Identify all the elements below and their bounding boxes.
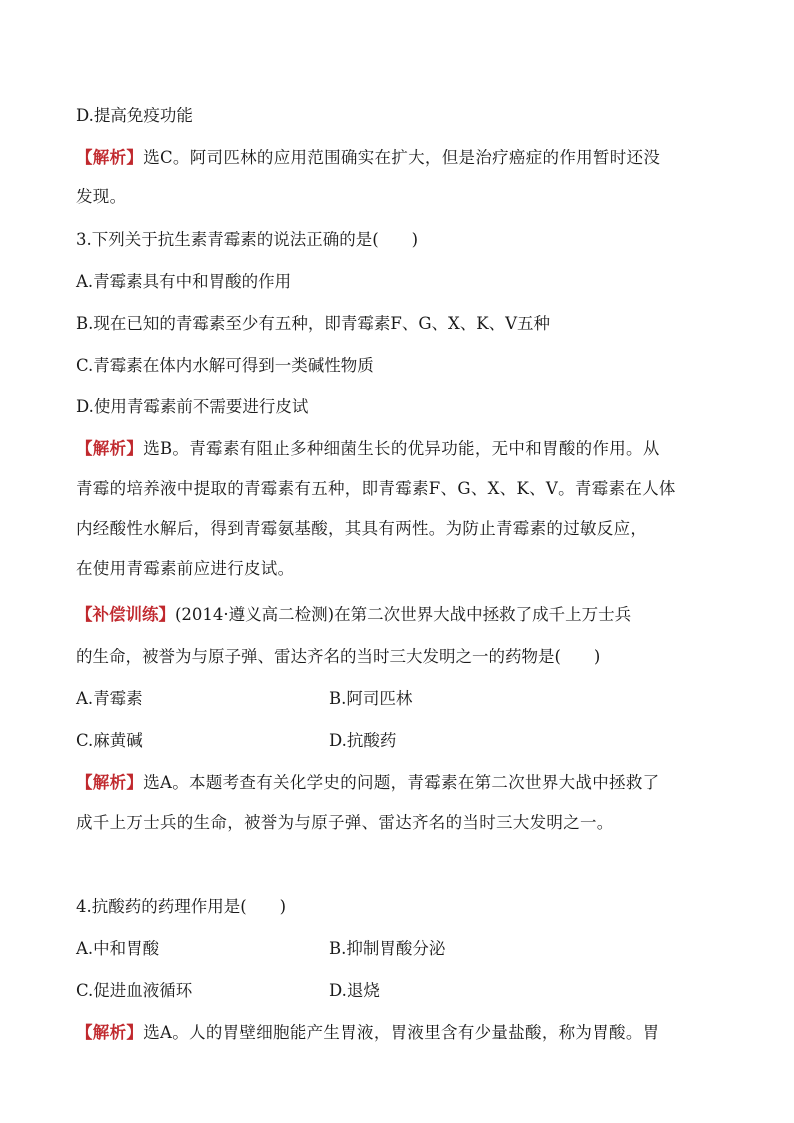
q3-analysis-line-2: 青霉的培养液中提取的青霉素有五种，即青霉素F、G、X、K、V。青霉素在人体: [76, 479, 676, 498]
supplement-option-c: C.麻黄碱: [76, 731, 143, 750]
q4-option-b: B.抑制胃酸分泌: [329, 939, 446, 958]
analysis-tag: 【解析】: [76, 773, 144, 792]
q3-analysis-line-3: 内经酸性水解后，得到青霉氨基酸，其具有两性。为防止青霉素的过敏反应，: [76, 519, 648, 538]
q3-option-d: D.使用青霉素前不需要进行皮试: [76, 397, 309, 416]
q3-option-c: C.青霉素在体内水解可得到一类碱性物质: [76, 356, 374, 375]
q2-analysis-line-1: 【解析】选C。阿司匹林的应用范围确实在扩大，但是治疗癌症的作用暂时还没: [76, 148, 661, 167]
supplement-analysis-line-2: 成千上万士兵的生命，被誉为与原子弹、雷达齐名的当时三大发明之一。: [76, 813, 614, 832]
q3-option-a: A.青霉素具有中和胃酸的作用: [76, 272, 292, 291]
q4-option-d: D.退烧: [329, 981, 380, 1000]
analysis-tag: 【解析】: [76, 1023, 144, 1042]
q3-stem: 3.下列关于抗生素青霉素的说法正确的是( ): [76, 230, 419, 249]
q4-analysis-line-1: 【解析】选A。人的胃壁细胞能产生胃液，胃液里含有少量盐酸，称为胃酸。胃: [76, 1023, 660, 1042]
q2-analysis-line-2: 发现。: [76, 187, 127, 206]
q3-option-b: B.现在已知的青霉素至少有五种，即青霉素F、G、X、K、V五种: [76, 314, 550, 333]
supplement-tag: 【补偿训练】: [76, 605, 175, 624]
supplement-option-a: A.青霉素: [76, 689, 143, 708]
supplement-stem-line-1: 【补偿训练】(2014·遵义高二检测)在第二次世界大战中拯救了成千上万士兵: [76, 605, 632, 624]
q2-option-d: D.提高免疫功能: [76, 106, 193, 125]
supplement-stem-line-2: 的生命，被誉为与原子弹、雷达齐名的当时三大发明之一的药物是( ): [76, 647, 601, 666]
q3-analysis-line-1: 【解析】选B。青霉素有阻止多种细菌生长的优异功能，无中和胃酸的作用。从: [76, 439, 660, 458]
supplement-option-d: D.抗酸药: [329, 731, 397, 750]
q4-option-c: C.促进血液循环: [76, 981, 193, 1000]
analysis-tag: 【解析】: [76, 148, 144, 167]
q4-stem: 4.抗酸药的药理作用是( ): [76, 897, 287, 916]
supplement-analysis-line-1: 【解析】选A。本题考查有关化学史的问题，青霉素在第二次世界大战中拯救了: [76, 773, 660, 792]
analysis-tag: 【解析】: [76, 439, 144, 458]
supplement-option-b: B.阿司匹林: [329, 689, 413, 708]
q3-analysis-line-4: 在使用青霉素前应进行皮试。: [76, 559, 295, 578]
supplement-options-row-1: [76, 688, 143, 710]
q4-option-a: A.中和胃酸: [76, 939, 160, 958]
